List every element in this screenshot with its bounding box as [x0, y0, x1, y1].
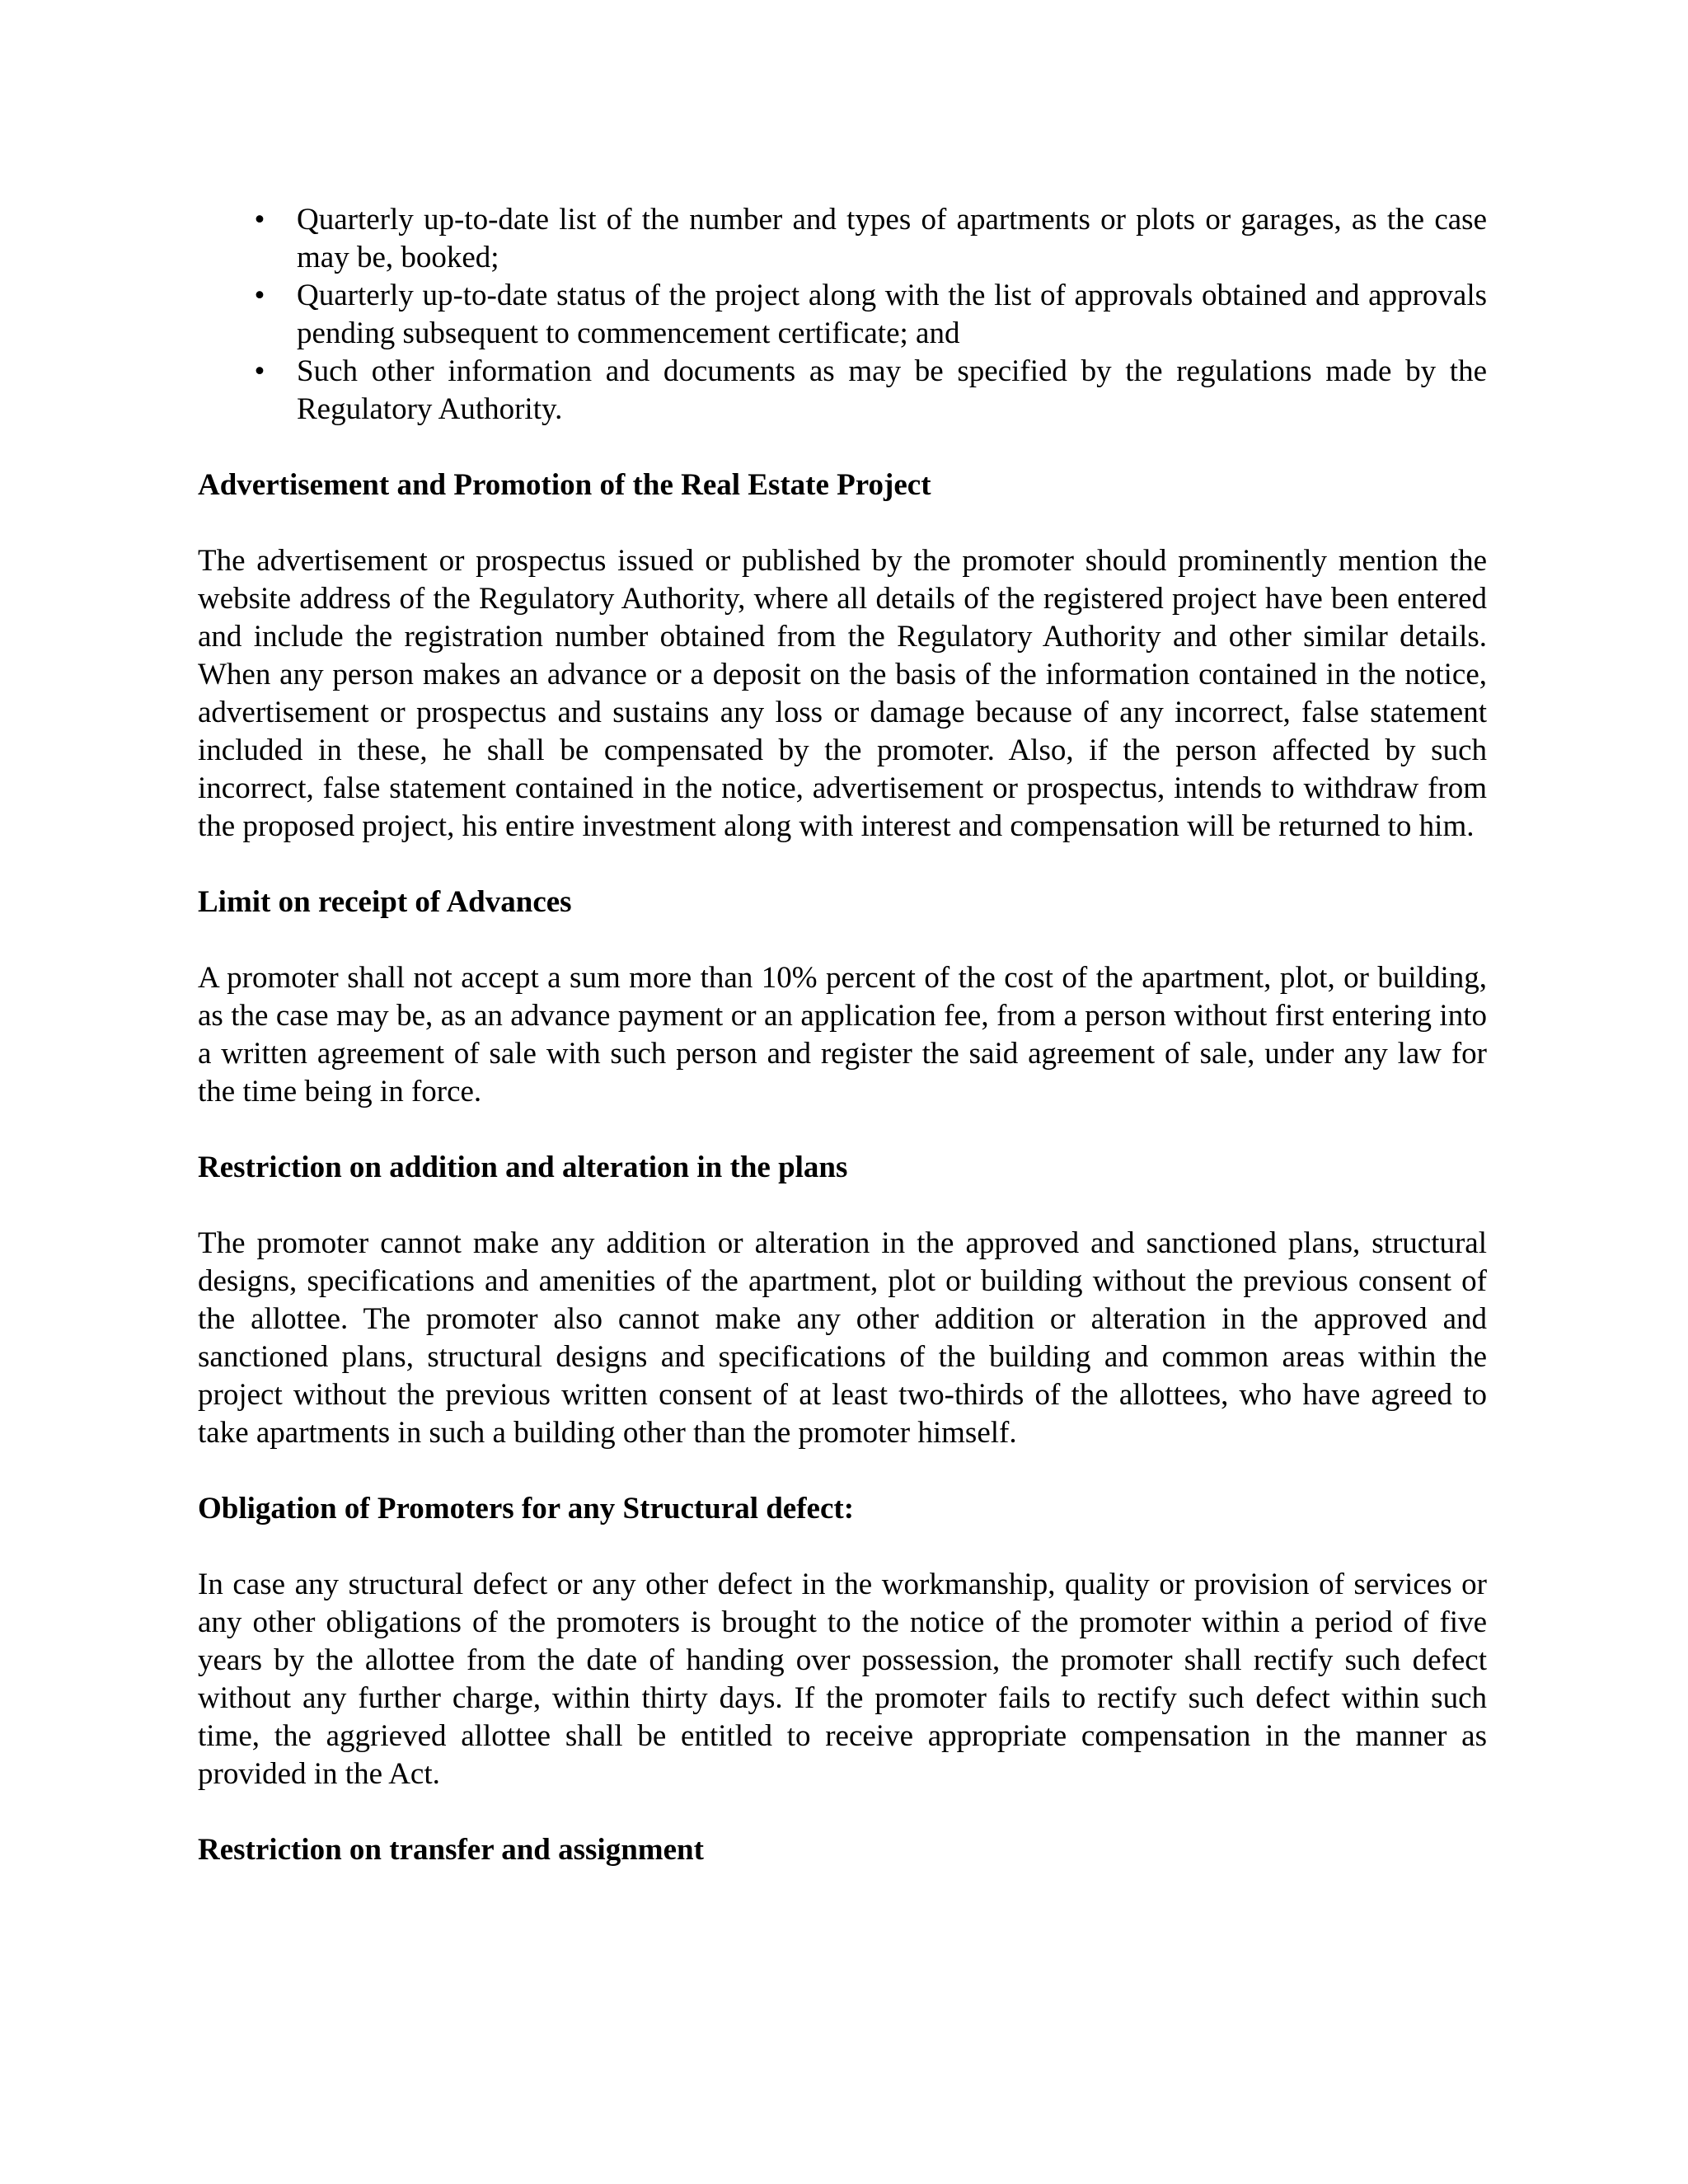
bullet-item — [198, 277, 1487, 353]
bullet-text: Such other information and documents as may be specified by the regulations made by the Regulatory Authority. — [297, 354, 1487, 426]
bullet-icon: • — [254, 203, 265, 237]
bullet-icon: • — [254, 279, 265, 312]
section-body: The promoter cannot make any addition or alteration in the approved and sanctioned plans, structural designs, specifications and amenities of the apartment, plot or building without the previous consent of the allottee. The promoter also cannot make any other addition or alteration in the approved and sanctioned plans, structural designs and specifications of the building and common areas within the project without the previous written consent of at least two-thirds of the allottees, who have agreed to take apartments in such a building other than the promoter himself. — [198, 1226, 1487, 1450]
bullet-icon: • — [254, 354, 265, 388]
bullet-item — [198, 201, 1487, 277]
section-transfer-restriction — [198, 1831, 1487, 1869]
section-structural-defect — [198, 1490, 1487, 1793]
section-heading: Obligation of Promoters for any Structural defect: — [198, 1492, 855, 1526]
section-heading: Limit on receipt of Advances — [198, 885, 572, 919]
bullet-text: Quarterly up-to-date status of the project along with the list of approvals obtained and approvals pending subsequent to commencement certificate; and — [297, 279, 1487, 350]
bullet-text: Quarterly up-to-date list of the number and types of apartments or plots or garages, as the case may be, booked; — [297, 203, 1487, 274]
document-page — [198, 201, 1487, 1907]
section-advertisement — [198, 466, 1487, 846]
section-body: In case any structural defect or any other defect in the workmanship, quality or provision of services or any other obligations of the promoters is brought to the notice of the promoter within a period of five years by the allottee from the date of handing over possession, the promoter shall rectify such defect without any further charge, within thirty days. If the promoter fails to rectify such defect within such time, the aggrieved allottee shall be entitled to receive appropriate compensation in the manner as provided in the Act. — [198, 1568, 1487, 1791]
section-heading: Restriction on addition and alteration in the plans — [198, 1151, 848, 1184]
section-body: The advertisement or prospectus issued or published by the promoter should prominently mention the website address of the Regulatory Authority, where all details of the registered project have been entered and include the registration number obtained from the Regulatory Authority and other similar details. When any person makes an advance or a deposit on the basis of the information contained in the notice, advertisement or prospectus and sustains any loss or damage because of any incorrect, false statement included in these, he shall be compensated by the promoter. Also, if the person affected by such incorrect, false statement contained in the notice, advertisement or prospectus, intends to withdraw from the proposed project, his entire investment along with interest and compensation will be returned to him. — [198, 544, 1487, 843]
section-plan-alteration — [198, 1149, 1487, 1452]
section-body: A promoter shall not accept a sum more than 10% percent of the cost of the apartment, plot, or building, as the case may be, as an advance payment or an application fee, from a person without first entering into a written agreement of sale with such person and register the said agreement of sale, under any law for the time being in force. — [198, 961, 1487, 1108]
bullet-list — [198, 201, 1487, 429]
section-heading: Advertisement and Promotion of the Real Estate Project — [198, 468, 931, 502]
section-advance-limit — [198, 883, 1487, 1111]
bullet-item — [198, 353, 1487, 429]
section-heading: Restriction on transfer and assignment — [198, 1833, 704, 1867]
